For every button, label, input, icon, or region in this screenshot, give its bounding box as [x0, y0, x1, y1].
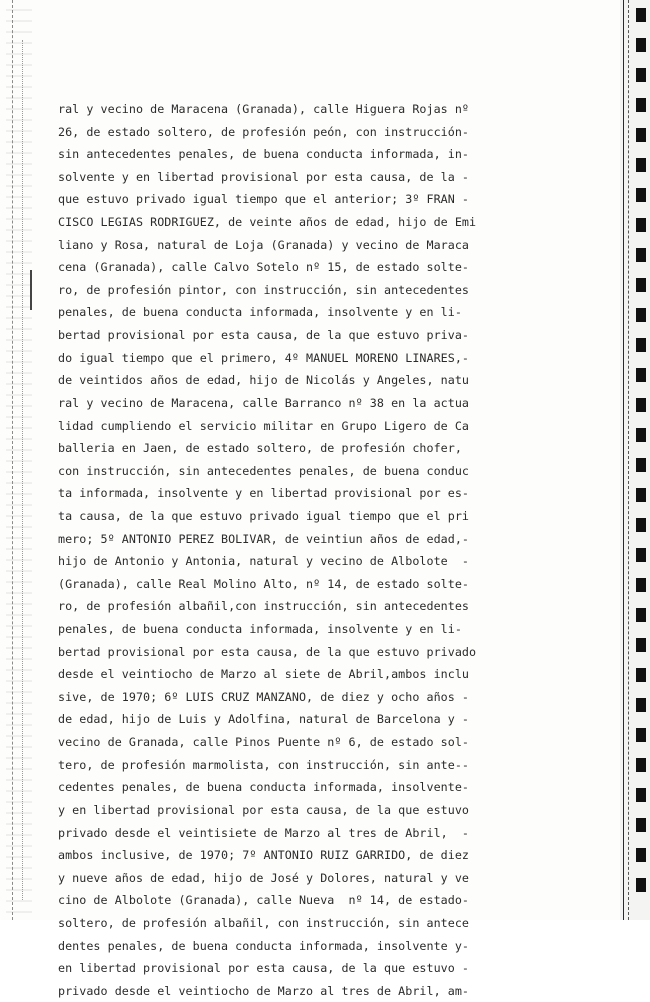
text-line: cino de Albolote (Granada), calle Nueva nº 14, de estado- [58, 893, 470, 908]
text-line: vecino de Granada, calle Pinos Puente nº 6, de estado sol- [58, 735, 470, 750]
perforation-hole [636, 728, 646, 742]
binding-edge [620, 0, 650, 920]
perforation-hole [636, 788, 646, 802]
perforation-hole [636, 398, 646, 412]
text-line: do igual tiempo que el primero, 4º MANUEL MORENO LINARES,- [58, 350, 470, 365]
text-line: privado desde el veintiocho de Marzo al tres de Abril, am- [58, 983, 470, 998]
perforation-hole [636, 878, 646, 892]
text-line: soltero, de profesión albañil, con instrucción, sin antece [58, 915, 470, 930]
text-line: mero; 5º ANTONIO PEREZ BOLIVAR, de veintiun años de edad,- [58, 531, 470, 546]
perforation-hole [636, 578, 646, 592]
right-margin-rule [623, 0, 624, 920]
perforation-hole [636, 428, 646, 442]
perforation-hole [636, 848, 646, 862]
perforation-hole [636, 308, 646, 322]
text-line: ral y vecino de Maracena, calle Barranco nº 38 en la actua [58, 395, 470, 410]
text-line: cedentes penales, de buena conducta informada, insolvente- [58, 780, 470, 795]
perforation-hole [636, 518, 646, 532]
perforation-hole [636, 68, 646, 82]
text-line: bertad provisional por esta causa, de la que estuvo priva- [58, 328, 470, 343]
perforation-hole [636, 548, 646, 562]
text-line: en libertad provisional por esta causa, de la que estuvo - [58, 961, 470, 976]
perforation-hole [636, 188, 646, 202]
margin-pencil-mark [30, 270, 32, 310]
text-line: ta causa, de la que estuvo privado igual tiempo que el pri [58, 508, 470, 523]
perforation-hole [636, 218, 646, 232]
text-line: tero, de profesión marmolista, con instrucción, sin ante-- [58, 757, 470, 772]
text-line: sive, de 1970; 6º LUIS CRUZ MANZANO, de diez y ocho años - [58, 689, 470, 704]
text-line: ro, de profesión pintor, con instrucción, sin antecedentes [58, 282, 470, 297]
perforation-hole [636, 668, 646, 682]
text-line: desde el veintiocho de Marzo al siete de Abril,ambos inclu [58, 667, 470, 682]
text-line: ro, de profesión albañil,con instrucción, sin antecedentes [58, 599, 470, 614]
text-line: liano y Rosa, natural de Loja (Granada) y vecino de Maraca [58, 237, 470, 252]
text-line: y en libertad provisional por esta causa, de la que estuvo [58, 802, 470, 817]
perforation-hole [636, 818, 646, 832]
text-line: ambos inclusive, de 1970; 7º ANTONIO RUIZ GARRIDO, de diez [58, 848, 470, 863]
text-line: sin antecedentes penales, de buena conducta informada, in- [58, 147, 470, 162]
perforation-hole [636, 488, 646, 502]
text-line: balleria en Jaen, de estado soltero, de profesión chofer, [58, 441, 462, 456]
text-line: hijo de Antonio y Antonia, natural y vecino de Albolote - [58, 554, 470, 569]
perforation-hole [636, 758, 646, 772]
perforation-hole [636, 278, 646, 292]
text-line: y nueve años de edad, hijo de José y Dolores, natural y ve [58, 870, 470, 885]
text-line: de veintidos años de edad, hijo de Nicolás y Angeles, natu [58, 373, 470, 388]
text-line: dentes penales, de buena conducta informada, insolvente y- [58, 938, 470, 953]
left-margin-line [12, 0, 15, 920]
left-margin-line-inner [22, 40, 24, 900]
text-line: penales, de buena conducta informada, insolvente y en li- [58, 622, 462, 637]
text-line: con instrucción, sin antecedentes penales, de buena conduc [58, 463, 470, 478]
perforation-hole [636, 698, 646, 712]
perforation-hole [636, 368, 646, 382]
text-line: de edad, hijo de Luis y Adolfina, natural de Barcelona y - [58, 712, 470, 727]
body-text [58, 98, 498, 1002]
text-line: (Granada), calle Real Molino Alto, nº 14, de estado solte- [58, 576, 470, 591]
text-line: que estuvo privado igual tiempo que el anterior; 3º FRAN - [58, 192, 470, 207]
text-line: CISCO LEGIAS RODRIGUEZ, de veinte años de edad, hijo de Emi [58, 215, 477, 230]
text-line: 26, de estado soltero, de profesión peón, con instrucción- [58, 124, 470, 139]
scan-margin-noise [6, 0, 32, 920]
perforation-hole [636, 638, 646, 652]
perforation-hole [636, 98, 646, 112]
text-line: ta informada, insolvente y en libertad provisional por es- [58, 486, 470, 501]
perforation-hole [636, 248, 646, 262]
perforation-hole [636, 8, 646, 22]
text-line: ral y vecino de Maracena (Granada), calle Higuera Rojas nº [58, 102, 470, 116]
text-line: cena (Granada), calle Calvo Sotelo nº 15, de estado solte- [58, 260, 470, 275]
text-line: penales, de buena conducta informada, insolvente y en li- [58, 305, 462, 320]
perforation-hole [636, 458, 646, 472]
perforation-hole [636, 608, 646, 622]
right-margin-rule-dashed [628, 0, 630, 920]
text-line: solvente y en libertad provisional por esta causa, de la - [58, 169, 470, 184]
perforation-hole [636, 338, 646, 352]
perforation-hole [636, 158, 646, 172]
text-line: bertad provisional por esta causa, de la que estuvo privado [58, 644, 477, 659]
text-line: privado desde el veintisiete de Marzo al tres de Abril, - [58, 825, 470, 840]
text-line: lidad cumpliendo el servicio militar en Grupo Ligero de Ca [58, 418, 470, 433]
perforation-hole [636, 38, 646, 52]
perforation-hole [636, 128, 646, 142]
